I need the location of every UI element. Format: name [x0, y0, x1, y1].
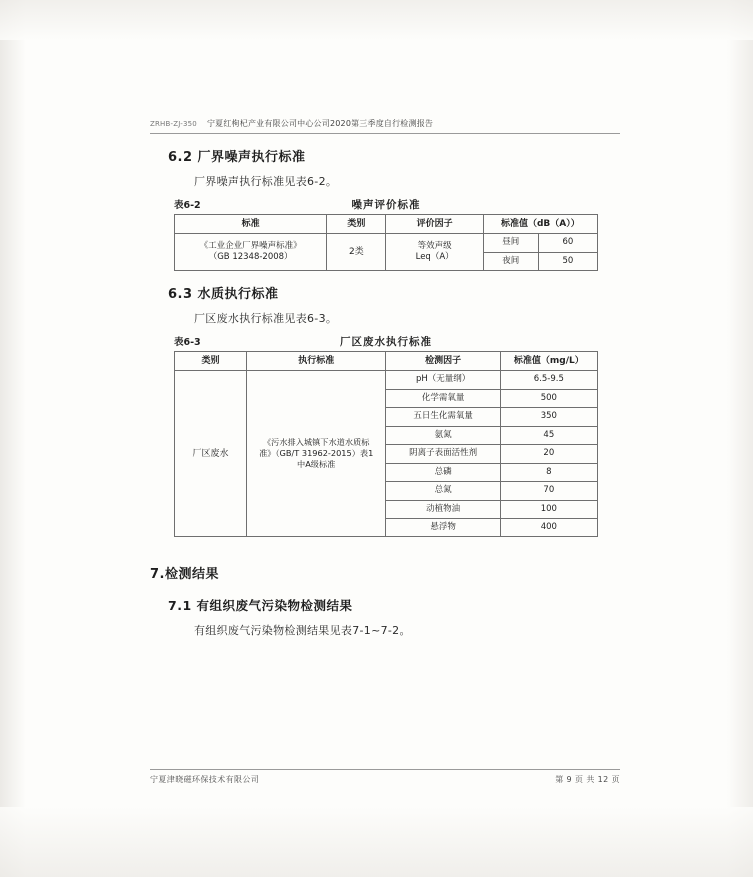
page-content	[150, 118, 620, 646]
table-header-row	[175, 215, 598, 234]
table-6-3-caption	[174, 334, 598, 349]
cell-category: 2类	[327, 234, 386, 271]
cell-standard-name	[175, 234, 327, 271]
cell-value: 6.5-9.5	[500, 371, 597, 389]
standard-line-2: 准》（GB/T 31962-2015）表1	[259, 448, 374, 459]
table-6-2-caption	[174, 197, 598, 212]
scan-shadow-bottom	[0, 807, 753, 877]
standard-line-1: 《污水排入城镇下水道水质标	[262, 437, 370, 448]
section-7-heading: 7.检测结果	[150, 567, 219, 583]
section-6-3-paragraph: 厂区废水执行标准见表6-3。	[194, 312, 338, 326]
cell-factor: 氨氮	[386, 426, 500, 444]
table-header-row	[175, 352, 598, 371]
table-row	[175, 234, 598, 252]
cell-value: 45	[500, 426, 597, 444]
header-divider	[150, 133, 620, 134]
cell-factor: 阴离子表面活性剂	[386, 445, 500, 463]
cell-period-night: 夜间	[483, 252, 538, 270]
cell-value: 70	[500, 482, 597, 500]
scan-shadow-top	[0, 0, 753, 40]
section-7-1-heading: 7.1 有组织废气污染物检测结果	[168, 598, 353, 614]
section-6-3-heading: 6.3 水质执行标准	[168, 287, 279, 303]
th-standard: 执行标准	[246, 352, 386, 371]
standard-line-1: 《工业企业厂界噪声标准》	[199, 240, 302, 251]
th-limit: 标准值（mg/L）	[500, 352, 597, 371]
table-6-3-number: 表6-3	[174, 337, 201, 349]
cell-value-day: 60	[538, 234, 597, 252]
document-code: ZRHB-ZJ-350	[150, 120, 197, 128]
th-standard: 标准	[175, 215, 327, 234]
th-factor: 评价因子	[386, 215, 483, 234]
scan-shadow-left	[0, 0, 26, 877]
cell-value-night: 50	[538, 252, 597, 270]
cell-factor: 五日生化需氧量	[386, 408, 500, 426]
table-row	[175, 371, 598, 389]
cell-factor: 总氮	[386, 482, 500, 500]
scan-shadow-right	[727, 0, 753, 877]
cell-standard-wastewater	[246, 371, 386, 537]
th-limit: 标准值（dB（A））	[483, 215, 597, 234]
table-6-2-name: 噪声评价标准	[351, 199, 421, 211]
standard-line-3: 中A级标准	[297, 459, 336, 470]
cell-factor: 悬浮物	[386, 518, 500, 536]
table-wastewater-standard	[174, 351, 598, 537]
cell-factor: 化学需氧量	[386, 389, 500, 407]
standard-line-2: （GB 12348-2008）	[208, 252, 293, 263]
cell-category-wastewater: 厂区废水	[175, 371, 247, 537]
cell-factor: pH（无量纲）	[386, 371, 500, 389]
cell-value: 100	[500, 500, 597, 518]
cell-value: 400	[500, 518, 597, 536]
th-category: 类别	[175, 352, 247, 371]
cell-value: 8	[500, 463, 597, 481]
footer-company: 宁夏津晓磁环保技术有限公司	[150, 775, 260, 784]
page-footer	[150, 774, 620, 785]
footer-page-number: 第 9 页 共 12 页	[555, 775, 620, 784]
th-category: 类别	[327, 215, 386, 234]
document-title: 宁夏红枸杞产业有限公司中心公司2020第三季度自行检测报告	[206, 119, 434, 128]
cell-factor: 动植物油	[386, 500, 500, 518]
cell-value: 350	[500, 408, 597, 426]
factor-line-2: Leq（A）	[415, 252, 454, 263]
table-6-3-name: 厂区废水执行标准	[340, 336, 432, 349]
factor-line-1: 等效声级	[417, 240, 452, 251]
cell-value: 20	[500, 445, 597, 463]
section-6-2-paragraph: 厂界噪声执行标准见表6-2。	[194, 175, 338, 188]
cell-value: 500	[500, 389, 597, 407]
table-noise-standard	[174, 214, 598, 271]
table-6-2-number: 表6-2	[174, 200, 201, 211]
cell-period-day: 昼间	[483, 234, 538, 252]
section-6-2-heading: 6.2 厂界噪声执行标准	[168, 150, 306, 165]
th-factor: 检测因子	[386, 352, 500, 371]
running-header	[150, 118, 620, 131]
cell-factor	[386, 234, 483, 271]
cell-factor: 总磷	[386, 463, 500, 481]
footer-divider	[150, 769, 620, 770]
section-7-1-paragraph: 有组织废气污染物检测结果见表7-1~7-2。	[194, 624, 411, 638]
